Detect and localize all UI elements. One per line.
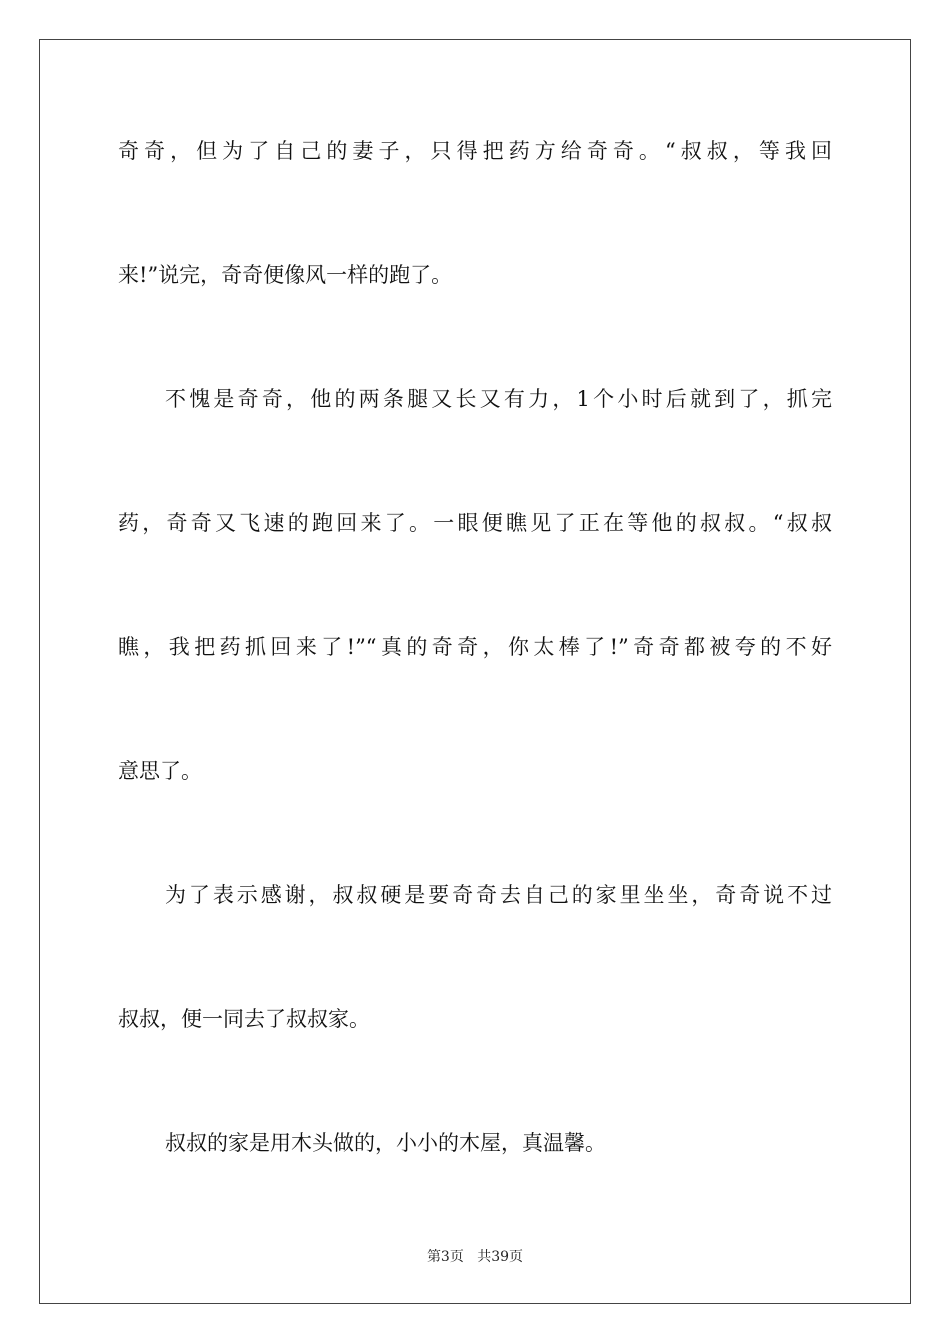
text-line-6: 意思了。	[118, 759, 202, 783]
page-footer	[0, 1248, 950, 1266]
text-line-3: 不愧是奇奇，他的两条腿又长又有力，1个小时后就到了，抓完	[165, 387, 832, 411]
text-line-7: 为了表示感谢，叔叔硬是要奇奇去自己的家里坐坐，奇奇说不过	[165, 883, 832, 907]
page-border	[39, 39, 911, 1304]
text-line-5: 瞧，我把药抓回来了!”“真的奇奇，你太棒了!”奇奇都被夸的不好	[118, 635, 832, 659]
text-line-2: 来!”说完，奇奇便像风一样的跑了。	[118, 263, 453, 287]
page-total: 共39页	[477, 1249, 524, 1265]
text-line-8: 叔叔，便一同去了叔叔家。	[118, 1007, 370, 1031]
text-line-1: 奇奇，但为了自己的妻子，只得把药方给奇奇。“叔叔，等我回	[118, 139, 832, 163]
text-line-9: 叔叔的家是用木头做的，小小的木屋，真温馨。	[165, 1131, 606, 1155]
text-line-4: 药，奇奇又飞速的跑回来了。一眼便瞧见了正在等他的叔叔。“叔叔	[118, 511, 832, 535]
page-number: 第3页	[426, 1249, 464, 1265]
